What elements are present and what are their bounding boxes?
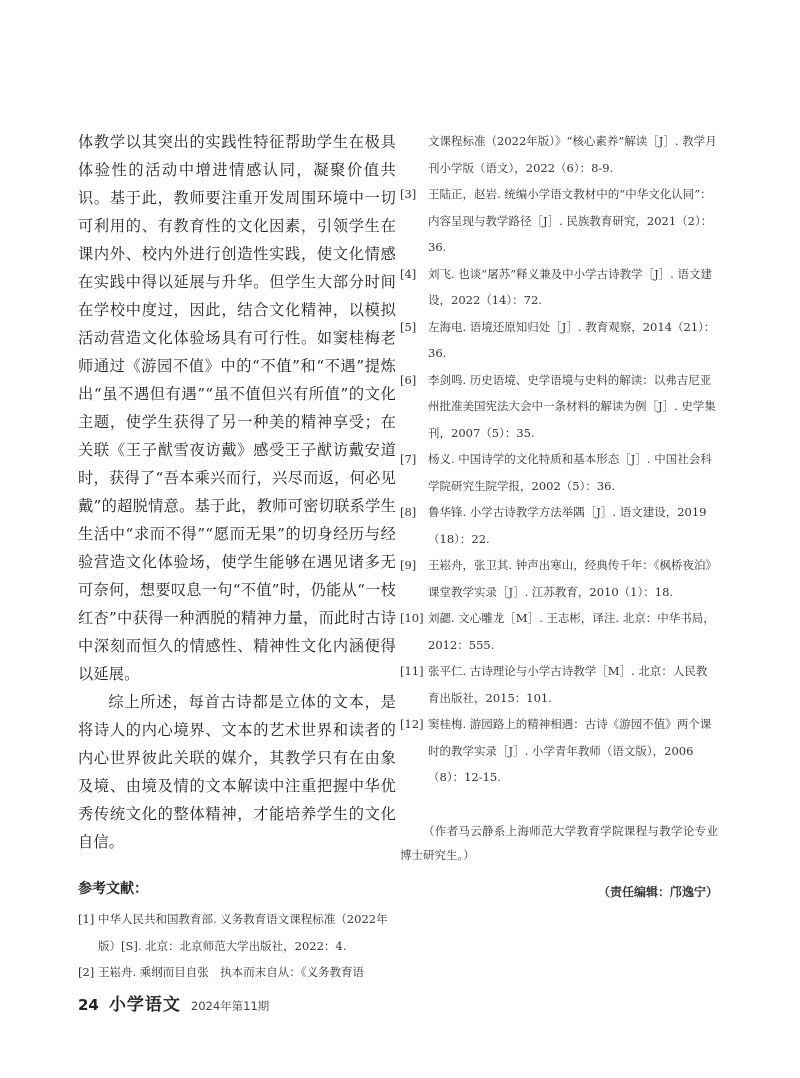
reference-text: 王崧舟，张卫其. 钟声出寒山，经典传千年：《枫桥夜泊》课堂教学实录［J］. 江苏教育，2010（1）：18.: [428, 558, 718, 599]
reference-number: [10]: [400, 611, 424, 625]
references-list-right: [400, 128, 718, 791]
reference-number: [4]: [400, 266, 417, 281]
reference-text: 中华人民共和国教育部. 义务教育语文课程标准（2022年版）[S]. 北京：北京师范大学出版社，2022：4.: [98, 912, 388, 953]
reference-text: 李剑鸣. 历史语境、史学语境与史料的解读：以弗吉尼亚州批准美国宪法大会中一条材料的解读为例［J］. 史学集刊，2007（5）：35.: [428, 372, 716, 440]
reference-text: 窦桂梅. 游园路上的精神相遇：古诗《游园不值》两个课时的教学实录［J］. 小学青年教师（语文版），2006（8）：12-15.: [428, 717, 712, 784]
reference-number: [9]: [400, 558, 417, 572]
reference-text: 鲁华锋. 小学古诗教学方法举隅［J］. 语文建设，2019（18）：22.: [428, 505, 707, 546]
issue-label: 2024年第11期: [190, 999, 270, 1013]
reference-text: 刘勰. 文心雕龙［M］. 王志彬，译注. 北京：中华书局，2012：555.: [428, 611, 715, 652]
body-paragraph: 体教学以其突出的实践性特征帮助学生在极具体验性的活动中增进情感认同，凝聚价值共识。基于此，教师要注重开发周围环境中一切可利用的、有教育性的文化因素，引领学生在课内外、校内外进行创造性实践，使文化情感在实践中得以延展与升华。但学生大部分时间在学校中度过，因此，结合文化精神，以模拟活动营造文化体验场具有可行性。如窦桂梅老师通过《游园不值》中的“不值”和“不遇”提炼出“虽不遇但有遇”“虽不值但兴有所值”的文化主题，使学生获得了另一种美的精神享受；在关联《王子猷雪夜访戴》感受王子猷访戴安道时，获得了“吾本乘兴而行，兴尽而返，何必见戴”的超脱情意。基于此，教师可密切联系学生生活中“求而不得”“愿而无果”的切身经历与经验营造文化体验场，使学生能够在遇见诸多无可奈何，想要叹息一句“不值”时，仍能从“一枝红杏”中获得一种洒脱的精神力量，而此时古诗中深刻而恒久的情感性、精神性文化内涵便得以延展。: [78, 133, 396, 683]
reference-item: [400, 314, 718, 367]
references-list-left: [78, 906, 396, 986]
reference-text: 杨义. 中国诗学的文化特质和基本形态［J］. 中国社会科学院研究生院学报，2002（5）：36.: [428, 452, 712, 493]
reference-item: [400, 261, 718, 314]
reference-text: 王陆正，赵岩. 统编小学语文教材中的“中华文化认同”：内容呈现与教学路径［J］. 民族教育研究，2021（2）：36.: [428, 187, 713, 254]
reference-item: [400, 367, 718, 447]
reference-item: [400, 552, 718, 605]
reference-number: [5]: [400, 319, 417, 334]
reference-number: [1]: [78, 912, 95, 926]
reference-item: [400, 181, 718, 261]
reference-item: [400, 499, 718, 552]
reference-number: [7]: [400, 452, 417, 466]
reference-number: [11]: [400, 664, 424, 678]
page-footer: [78, 990, 269, 1015]
right-column: [400, 128, 718, 900]
reference-item: [78, 906, 396, 959]
reference-number: [8]: [400, 505, 417, 519]
reference-text: 刘飞. 也谈“屠苏”释义兼及中小学古诗教学［J］. 语文建设，2022（14）：72.: [428, 266, 712, 307]
references-heading: 参考文献：: [78, 881, 148, 897]
reference-text: 王崧舟. 乘纲而目自张 执本而末自从：《义务教育语: [98, 965, 365, 979]
reference-item: [400, 446, 718, 499]
editor-note: （责任编辑：邝逸宁）: [597, 884, 718, 899]
author-note: （作者马云静系上海师范大学教育学院课程与教学论专业博士研究生。）: [400, 823, 718, 862]
body-paragraph: 综上所述，每首古诗都是立体的文本，是将诗人的内心境界、文本的艺术世界和读者的内心世界彼此关联的媒介，其教学只有在由象及境、由境及情的文本解读中注重把握中华优秀传统文化的整体精神，才能培养学生的文化自信。: [78, 693, 396, 851]
reference-text: 张平仁. 古诗理论与小学古诗教学［M］. 北京：人民教育出版社，2015：101.: [428, 664, 708, 705]
reference-item: [400, 711, 718, 791]
reference-text: 左海电. 语境还原知归处［J］. 教育观察，2014（21）：36.: [428, 319, 716, 360]
reference-continuation: 文课程标准（2022年版）》“核心素养”解读［J］. 教学月刊小学版（语文），2022（6）：8-9.: [428, 134, 717, 175]
reference-item: [400, 605, 718, 658]
left-column: [78, 128, 396, 986]
article-body: [78, 128, 396, 856]
reference-item: [400, 658, 718, 711]
reference-item: [78, 959, 396, 986]
reference-number: [12]: [400, 717, 424, 731]
reference-number: [3]: [400, 187, 417, 201]
reference-number: [2]: [78, 965, 95, 979]
journal-logo: 小学语文: [108, 995, 181, 1015]
page-number: 24: [78, 996, 99, 1014]
reference-number: [6]: [400, 372, 417, 387]
